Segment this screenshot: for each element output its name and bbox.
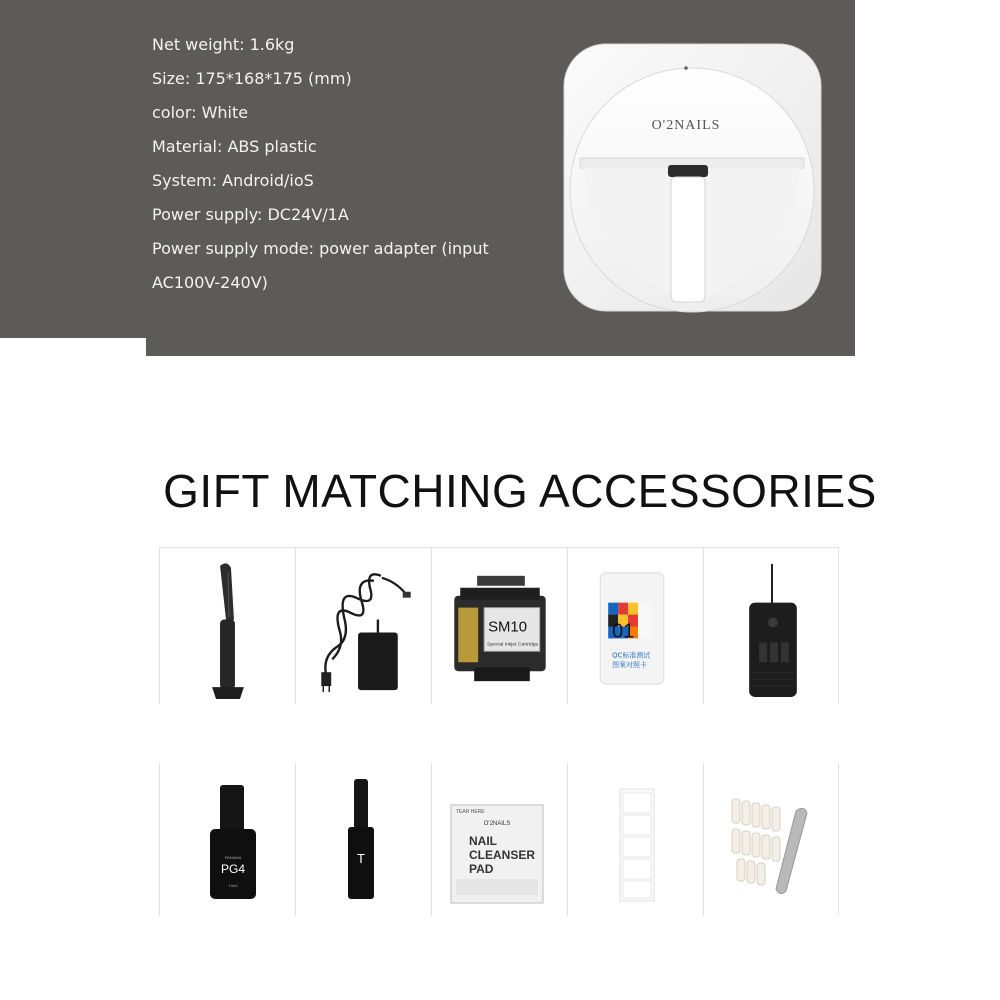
accessory-cell-uv-lamp xyxy=(703,547,839,704)
pad-tear-text: TEAR HERE xyxy=(456,809,485,815)
uv-lamp-icon xyxy=(704,548,839,704)
spec-list xyxy=(152,28,522,300)
test-card-line-1: QC标准测试 xyxy=(612,651,651,660)
gift-accessories-heading: GIFT MATCHING ACCESSORIES xyxy=(163,465,877,517)
ink-cartridge-icon xyxy=(432,548,567,704)
nail-sticker-sheet-icon xyxy=(568,763,703,916)
gel-brand-text: PANAMA xyxy=(224,855,242,860)
spec-power-mode: Power supply mode: power adapter (input AC100V-240V) xyxy=(152,239,489,292)
gel-polish-bottle-icon xyxy=(160,763,295,916)
nail-printer-image xyxy=(560,40,825,315)
cartridge-sub-text: Special Inkjet Cartridge xyxy=(487,642,539,648)
accessories-row-2 xyxy=(159,763,841,916)
accessory-cell-top-coat xyxy=(295,763,431,916)
accessory-cell-pen-holder xyxy=(159,547,295,704)
cartridge-label-text: SM10 xyxy=(488,619,527,636)
pad-line-2: CLEANSER xyxy=(469,848,536,862)
spec-material: Material: ABS plastic xyxy=(152,137,317,156)
test-card-icon xyxy=(568,548,703,704)
test-card-line-2: 图案对照卡 xyxy=(612,661,647,670)
accessory-cell-nail-tips-file xyxy=(703,763,839,916)
pad-line-3: PAD xyxy=(469,862,494,876)
accessory-cell-power-adapter xyxy=(295,547,431,704)
accessory-cell-cleanser-pad xyxy=(431,763,567,916)
accessory-cell-nail-stickers xyxy=(567,763,703,916)
test-card-number: 01 xyxy=(612,620,635,643)
spec-panel-notch xyxy=(0,338,146,358)
nail-cleanser-pad-icon xyxy=(432,763,567,916)
accessory-cell-gel-polish xyxy=(159,763,295,916)
spec-power-supply: Power supply: DC24V/1A xyxy=(152,205,349,224)
spec-system: System: Android/ioS xyxy=(152,171,314,190)
top-coat-letter: T xyxy=(357,851,365,866)
pad-line-1: NAIL xyxy=(469,834,497,848)
nail-tips-and-file-icon xyxy=(704,763,839,916)
spec-size: Size: 175*168*175 (mm) xyxy=(152,69,352,88)
printer-brand-text: O'2NAILS xyxy=(651,118,721,133)
gel-code-text: PG4 xyxy=(220,862,246,876)
spec-net-weight: Net weight: 1.6kg xyxy=(152,35,295,54)
nail-pen-holder-icon xyxy=(160,548,295,704)
top-coat-bottle-icon xyxy=(296,763,431,916)
accessory-cell-ink-cartridge xyxy=(431,547,567,704)
spec-color: color: White xyxy=(152,103,249,122)
accessories-row-1 xyxy=(159,547,841,704)
pad-brand-text: O'2NAILS xyxy=(483,821,511,827)
gel-volume-text: 10ml xyxy=(228,883,238,888)
accessory-cell-test-card xyxy=(567,547,703,704)
power-adapter-icon xyxy=(296,548,431,704)
